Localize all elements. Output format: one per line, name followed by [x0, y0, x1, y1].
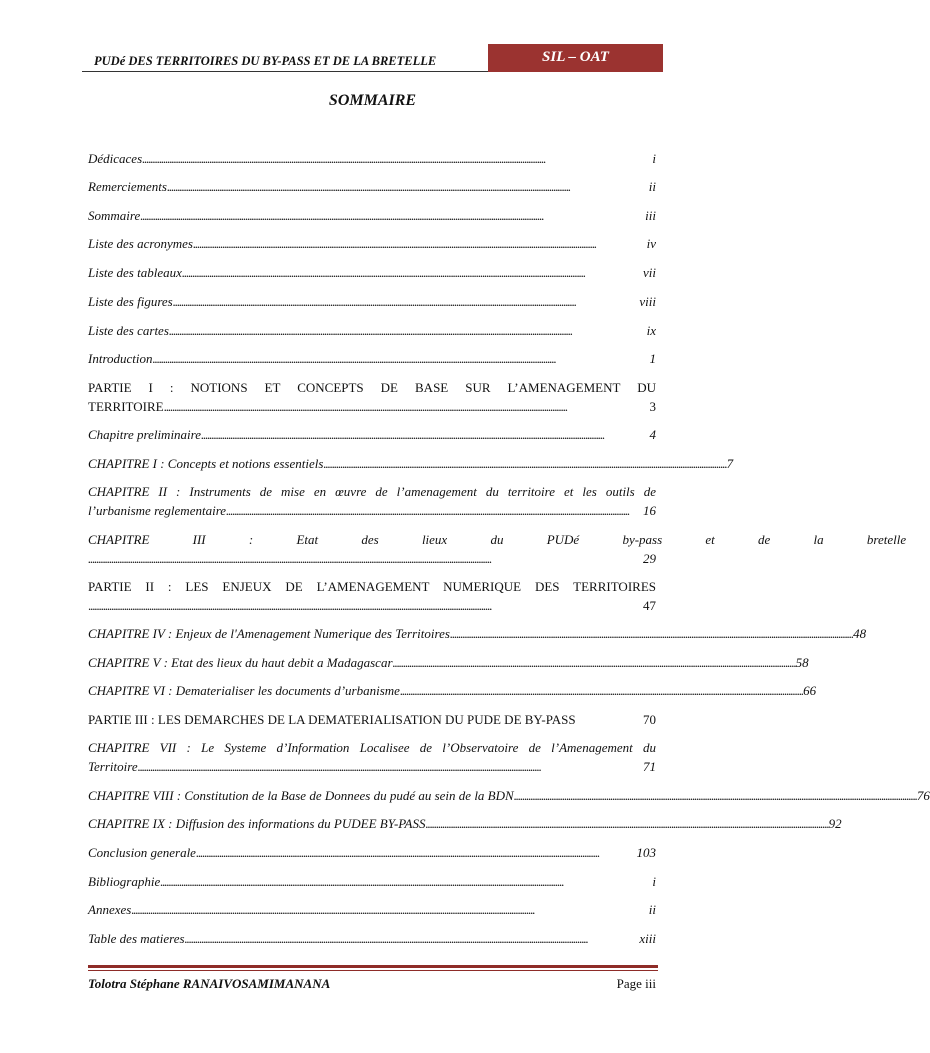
footer-rule-thin — [88, 970, 658, 971]
toc-entry[interactable]: CHAPITRE III : Etat des lieux du PUDé by-pass et de la bretelle . . . 29 — [88, 532, 656, 570]
toc-entry[interactable]: Conclusion generale . . . 103 — [88, 845, 656, 864]
toc-entry[interactable]: Table des matieres . . . xiii — [88, 931, 656, 950]
toc-entry[interactable]: CHAPITRE I : Concepts et notions essentiels . . . 7 — [88, 456, 656, 475]
footer-author: Tolotra Stéphane RANAIVOSAMIMANANA — [88, 976, 331, 991]
toc-entry[interactable]: Liste des figures . . . viii — [88, 294, 656, 313]
header-title: PUDé DES TERRITOIRES DU BY-PASS ET DE LA BRETELLE — [94, 54, 437, 68]
toc-entry[interactable]: CHAPITRE II : Instruments de mise en œuvre de l’amenagement du territoire et les outils de l’urbanisme reglementaire . . . 16 — [88, 484, 656, 522]
toc-entry[interactable]: CHAPITRE VII : Le Systeme d’Information Localisee de l’Observatoire de l’Amenagement du Territoire . . . 71 — [88, 740, 656, 778]
toc-entry[interactable]: CHAPITRE IX : Diffusion des informations du PUDEE BY-PASS . . . 92 — [88, 816, 656, 835]
footer-rule-thick — [88, 965, 658, 968]
toc-entry-part[interactable]: PARTIE III : LES DEMARCHES DE LA DEMATERIALISATION DU PUDE DE BY-PASS 70 — [88, 712, 656, 727]
toc-entry[interactable]: Annexes . . . ii — [88, 902, 656, 921]
header-rule — [82, 71, 488, 72]
toc-entry-part[interactable]: PARTIE I : NOTIONS ET CONCEPTS DE BASE SUR L’AMENAGEMENT DU TERRITOIRE . . . 3 — [88, 380, 656, 418]
page-title: SOMMAIRE — [328, 92, 417, 109]
toc-entry[interactable]: CHAPITRE IV : Enjeux de l'Amenagement Numerique des Territoires . . . 48 — [88, 626, 656, 645]
toc-entry[interactable]: Sommaire . . . iii — [88, 208, 656, 227]
toc-entry[interactable]: Liste des cartes . . . ix — [88, 323, 656, 342]
toc-entry[interactable]: Liste des tableaux . . . vii — [88, 265, 656, 284]
toc-entry[interactable]: CHAPITRE VI : Dematerialiser les documents d’urbanisme . . . 66 — [88, 683, 656, 702]
toc-entry[interactable]: Dédicaces . . . i — [88, 151, 656, 170]
toc-entry[interactable]: Remerciements . . . ii — [88, 179, 656, 198]
page-header — [82, 44, 663, 72]
toc-entry[interactable]: CHAPITRE VIII : Constitution de la Base de Donnees du pudé au sein de la BDN . . . 76 — [88, 788, 656, 807]
toc-entry[interactable]: Liste des acronymes . . . iv — [88, 236, 656, 255]
footer-page-number: Page iii — [616, 976, 656, 991]
header-badge: SIL – OAT — [488, 44, 663, 72]
toc-entry[interactable]: CHAPITRE V : Etat des lieux du haut debit a Madagascar . . . 58 — [88, 655, 656, 674]
toc-entry-part[interactable]: PARTIE II : LES ENJEUX DE L’AMENAGEMENT NUMERIQUE DES TERRITOIRES . . . 47 — [88, 579, 656, 617]
toc-entry[interactable]: Introduction . . . 1 — [88, 351, 656, 370]
toc-entry[interactable]: Bibliographie . . . i — [88, 874, 656, 893]
toc-entry[interactable]: Chapitre preliminaire . . . 4 — [88, 427, 656, 446]
